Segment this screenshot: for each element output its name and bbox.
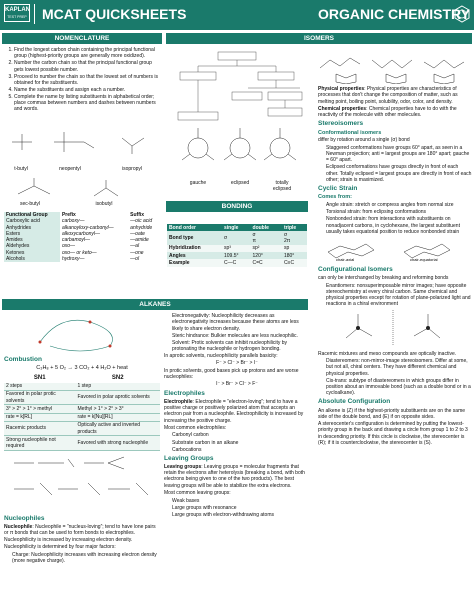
fg-cell: —oic acid xyxy=(130,218,153,225)
absolute-config-text: A stereocenter's configuration is determined by putting the lowest-priority group in the back and drawing a circle from group 1 to 2 to 3 in descending priority. If this circle is clockwise, the stereocenter is (R); if it is counterclockwise, the stereocenter is (S). xyxy=(318,421,468,446)
configurational-text: can only be interchanged by breaking and reforming bonds xyxy=(318,275,449,282)
sn-cell: 2 steps xyxy=(4,383,76,391)
nucleophile-bullet: • Charge: Nucleophilicity increases with increasing electron density (more negative charge). xyxy=(12,552,160,565)
bond-cell: C≡C xyxy=(282,259,307,266)
alkanes-right-column xyxy=(164,313,310,615)
fg-header: Suffix xyxy=(130,212,145,218)
kaplan-logo xyxy=(4,4,30,22)
chemical-properties-text: Chemical properties: Chemical properties have to do with the reactivity of the molecule with other molecules. xyxy=(318,105,457,119)
fg-cell: Aldehydes xyxy=(4,243,60,249)
isomers-heading: ISOMERS xyxy=(166,33,472,44)
fg-cell: —amide xyxy=(130,237,149,243)
electrophile-text: Electrophile: Electrophile = “electron-loving”; tend to have a positive charge or positively polarized atom that accepts an electron pair from a nucleophile. Electrophilicity is increased by increasing the positive charge. xyxy=(164,398,304,424)
conformation-label: gauche xyxy=(189,180,207,186)
aprotic-series: F⁻ > Cl⁻ > Br⁻ > I⁻ xyxy=(216,360,258,367)
enantiomer-diagram xyxy=(318,308,468,348)
bond-cell: 109.5° xyxy=(222,252,251,259)
bond-cell: C=C xyxy=(251,259,282,266)
bond-cell: 180° xyxy=(282,252,307,259)
sn-cell: Favored with strong nucleophile xyxy=(76,436,161,451)
fg-cell: carbamoyl— xyxy=(61,237,91,243)
fg-header: Prefix xyxy=(61,212,76,218)
leaving-group-bullet: • Large groups with electron-withdrawing atoms xyxy=(172,512,310,518)
fg-cell: oxo— xyxy=(61,243,75,250)
strain-bullet: • Torsional strain: from eclipsing conformations xyxy=(326,209,472,215)
nomenclature-step: 1. Find the longest carbon chain containing the principal functional group (highest-priority groups are generally more oxidized). xyxy=(14,47,162,60)
protic-series: I⁻ > Br⁻ > Cl⁻ > F⁻ xyxy=(216,381,258,388)
bond-cell: σ xyxy=(222,231,251,245)
nucleophile-factors-text: Nucleophilicity is determined by four major factors: xyxy=(4,544,116,551)
page-title: MCAT QUICKSHEETS xyxy=(42,6,187,22)
chair-conformations-diagram xyxy=(318,236,468,262)
isomers-text xyxy=(318,86,472,615)
meso-text: Racemic mixtures and meso compounds are optically inactive. xyxy=(318,350,457,357)
fg-cell: anhydride xyxy=(130,224,153,231)
electrophile-common: Most common electrophiles: xyxy=(164,425,227,432)
subject-title: ORGANIC CHEMISTRY xyxy=(318,6,470,22)
header-divider xyxy=(34,4,35,24)
electrophiles-heading: Electrophiles xyxy=(164,389,205,397)
absolute-config-heading: Absolute Configuration xyxy=(318,398,391,406)
nomenclature-step: 3. Proceed to number the chain so that the lowest set of numbers is obtained for the substituents. xyxy=(14,74,162,87)
configurational-bullet: • Enantiomers: nonsuperimposable mirror images; have opposite stereochemistry at every chiral carbon. Same chemical and physical properties except for rotation of plane-polarized light and reactions in a chiral environment xyxy=(326,283,472,308)
bond-cell: Hybridization xyxy=(167,245,222,252)
isomer-tree-diagram xyxy=(168,48,308,196)
fg-cell: Alcohols xyxy=(4,256,60,262)
sn-cell: Racemic products xyxy=(4,421,76,436)
bond-cell: Example xyxy=(167,259,222,266)
structure-label: t-butyl xyxy=(14,166,28,172)
nucleophiles-heading: Nucleophiles xyxy=(4,515,45,522)
configurational-bullet: • Diastereomers: non-mirror-image stereoisomers. Differ at some, but not all, chiral centers. They have different chemical and physical properties. xyxy=(326,358,472,377)
bond-cell: C—C xyxy=(222,259,251,266)
functional-group-table xyxy=(4,212,160,268)
bond-cell: Angles xyxy=(167,252,222,259)
nucleophile-bullet: • Steric hindrance: Bulkier molecules are less nucleophilic. xyxy=(172,333,310,339)
nucleophile-text: Nucleophile: Nucleophile = “nucleus-loving”; tend to have lone pairs or π bonds that can be used to form bonds to electrophiles. Nucleophilicity is increased by increasing electron density. xyxy=(4,524,156,543)
bond-header: single xyxy=(222,224,251,231)
bond-header: double xyxy=(251,224,282,231)
nucleophile-bullet: • Solvent: Protic solvents can inhibit nucleophilicity by protonating the nucleophile or hydrogen bonding. xyxy=(172,340,310,353)
leaving-groups-common: Most common leaving groups: xyxy=(164,490,231,497)
leaving-group-bullet: • Large groups with resonance xyxy=(172,505,310,511)
absolute-config-text: An alkene is (Z) if the highest-priority substituents are on the same side of the double bond, and (E) if on opposite sides. xyxy=(318,407,466,420)
logo-top-text: KAPLAN xyxy=(5,7,30,13)
combustion-cycle-diagram xyxy=(20,312,140,354)
bonding-heading: BONDING xyxy=(166,201,308,212)
bonding-table xyxy=(167,224,307,286)
conformational-text: differ by rotation around a single (σ) bond xyxy=(318,137,410,144)
electrophile-bullet: • Carbonyl carbon xyxy=(172,432,310,438)
fg-cell: oxo— or keto— xyxy=(61,249,97,256)
substitution-mechanism-diagram xyxy=(4,451,160,511)
nomenclature-heading: NOMENCLATURE xyxy=(2,33,162,44)
strain-bullet: • Angle strain: stretch or compress angles from normal size xyxy=(326,202,472,208)
conformational-bullet: • Staggered conformations have groups 60° apart, as seen in a Newman projection; anti = largest groups are 180° apart; gauche = 60° apart. xyxy=(326,145,472,164)
protic-text: In protic solvents, good bases pick up protons and are worse nucleophiles: xyxy=(164,367,299,381)
comes-from-label: Comes from: xyxy=(318,194,352,201)
sn-cell: Optically active and inverted products xyxy=(76,421,161,436)
cyclic-strain-heading: Cyclic Strain xyxy=(318,185,358,193)
leaving-groups-text: Leaving groups: Leaving groups = molecular fragments that retain the electrons after heterolysis (breaking a bond, with both electrons being given to one of the two products). The best leaving groups will be able to stabilize the extra electrons. xyxy=(164,463,305,489)
bond-cell: sp³ xyxy=(222,245,251,252)
alkanes-left-column xyxy=(4,354,160,615)
bond-cell: 120° xyxy=(251,252,282,259)
sn-header: SN2 xyxy=(111,374,124,381)
fg-cell: Anhydrides xyxy=(4,225,60,231)
bond-cell: sp xyxy=(282,245,307,252)
bond-cell: σ π xyxy=(251,231,282,245)
conformation-label: totally eclipsed xyxy=(272,180,292,193)
alkyl-structures-row1 xyxy=(4,124,160,164)
sn-cell: rate = k[Nu][RL] xyxy=(76,413,161,421)
physical-properties-text: Physical properties: Physical properties are characteristics of processes that don't change the composition of matter, such as melting point, boiling point, solubility, odor, color, and density. xyxy=(318,86,458,105)
configurational-bullet: • Cis-trans: subtype of diastereomers in which groups differ in position about an immovable bond (such as a double bond or in a cycloalkane). xyxy=(326,378,472,397)
fg-cell: alkoxycarbonyl— xyxy=(61,230,101,237)
fg-cell: —al xyxy=(130,243,140,250)
conformation-label: eclipsed xyxy=(230,180,250,186)
cyclic-structures-diagram xyxy=(316,48,470,84)
fg-header: Functional Group xyxy=(4,212,60,218)
fg-cell: Esters xyxy=(4,231,60,237)
header-bar xyxy=(0,0,474,30)
fg-cell: —ol xyxy=(130,255,140,262)
sn-cell: Strong nucleophile not required xyxy=(4,436,76,451)
nomenclature-step: 5. Complete the name by listing substituents in alphabetical order; place commas between numbers and dashes between numbers and words. xyxy=(14,94,162,113)
stereoisomers-heading: Stereoisomers xyxy=(318,120,364,128)
combustion-heading: Combustion xyxy=(4,356,42,363)
leaving-group-bullet: • Weak bases xyxy=(172,498,310,504)
structure-label: isobutyl xyxy=(95,201,113,207)
structure-label: sec-butyl xyxy=(19,201,40,207)
nomenclature-step: 4. Name the substituents and assign each a number. xyxy=(14,87,162,93)
fg-cell: Carboxylic acid xyxy=(4,218,60,224)
sn-header: SN1 xyxy=(33,374,46,381)
fg-cell: alkanoyloxy-carbonyl— xyxy=(61,224,114,231)
fg-cell: —oate xyxy=(130,230,145,237)
benzene-icon xyxy=(454,5,470,23)
sn-cell: 1 step xyxy=(76,383,161,391)
bond-cell: σ 2π xyxy=(282,231,307,245)
fg-cell: Amides xyxy=(4,237,60,243)
logo-bottom-text: TEST PREP xyxy=(7,15,27,19)
conformational-heading: Conformational isomers xyxy=(318,129,382,136)
bond-header: triple xyxy=(282,224,307,231)
fg-cell: Ketones xyxy=(4,250,60,256)
nucleophile-bullet: • Electronegativity: Nucleophilicity decreases as electronegativity increases because these atoms are less likely to share electron density. xyxy=(172,313,310,332)
chair-label: chair-axial xyxy=(336,256,355,262)
conformational-bullet: • Eclipsed conformations have groups directly in front of each other. Totally eclipsed = largest groups are directly in front of each other; strain is maximized. xyxy=(326,164,472,183)
alkanes-heading: ALKANES xyxy=(2,299,308,310)
structure-label: neopentyl xyxy=(59,166,81,172)
chair-label: chair-equatorial xyxy=(410,256,438,262)
bond-header: Bond order xyxy=(167,224,222,231)
fg-cell: —one xyxy=(130,249,144,256)
sn-cell: Favored in polar protic solvents xyxy=(4,390,76,405)
bond-cell: Bond type xyxy=(167,231,222,245)
sn-cell: 3° > 2° > 1° > methyl xyxy=(4,405,76,413)
fg-cell: carboxy— xyxy=(61,218,85,225)
nomenclature-steps xyxy=(4,47,162,121)
nomenclature-step: 2. Number the carbon chain so that the principal functional group gets lowest possible number. xyxy=(14,60,162,73)
strain-bullet: • Nonbonded strain: from interactions with substituents on nonadjacent carbons, in cyclohexane, the largest substituent usually takes equatorial position to reduce nonbonded strain xyxy=(326,216,472,235)
leaving-groups-heading: Leaving Groups xyxy=(164,454,214,462)
configurational-heading: Configurational Isomers xyxy=(318,266,393,274)
sn-cell: Methyl > 1° > 2° > 3° xyxy=(76,405,161,413)
fg-cell: hydroxy— xyxy=(61,255,85,262)
sn-cell: Favored in polar aprotic solvents xyxy=(76,390,161,405)
electrophile-bullet: • Carbocations xyxy=(172,447,310,453)
bond-cell: sp² xyxy=(251,245,282,252)
structure-label: isopropyl xyxy=(121,166,142,172)
combustion-equation: C₃H₈ + 5 O₂ → 3 CO₂ + 4 H₂O + heat xyxy=(36,365,128,372)
aprotic-text: In aprotic solvents, nucleophilicity parallels basicity: xyxy=(164,352,278,359)
electrophile-bullet: • Substrate carbon in an alkane xyxy=(172,440,310,446)
sn-cell: rate = k[RL] xyxy=(4,413,76,421)
